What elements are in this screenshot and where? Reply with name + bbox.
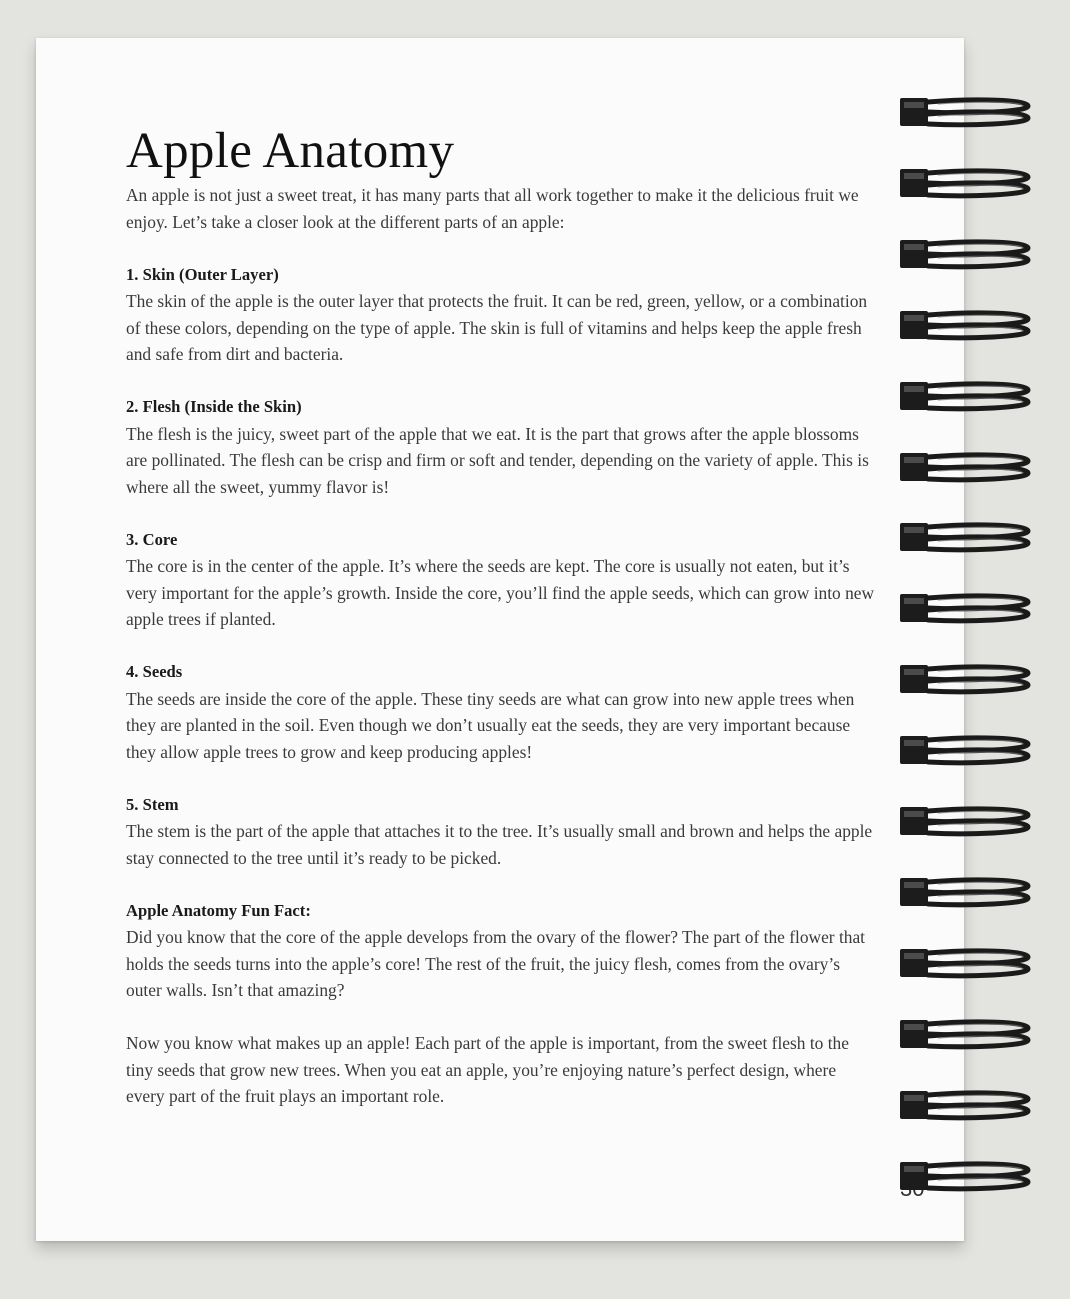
- closing-section: [126, 1030, 878, 1110]
- section-body: The flesh is the juicy, sweet part of the apple that we eat. It is the part that grows after the apple blossoms are pollinated. The flesh can be crisp and firm or soft and tender, depending on the variety of apple. This is where all the sweet, yummy flavor is!: [126, 423, 869, 497]
- section-body: The seeds are inside the core of the apple. These tiny seeds are what can grow into new apple trees when they are planted in the soil. Even though we don’t usually eat the seeds, they are very important because they allow apple trees to grow and keep producing apples!: [126, 688, 855, 762]
- spiral-coil: [898, 588, 1038, 628]
- section-skin: [126, 262, 878, 368]
- section-heading: 3. Core: [126, 529, 178, 549]
- notebook-page: [36, 38, 964, 1241]
- page-content: [126, 120, 878, 1110]
- spiral-coil: [898, 517, 1038, 557]
- section-flesh: [126, 394, 878, 500]
- closing-paragraph: Now you know what makes up an apple! Each part of the apple is important, from the sweet flesh to the tiny seeds that grow new trees. When you eat an apple, you’re enjoying nature’s perfect design, where every part of the fruit plays an important role.: [126, 1033, 849, 1106]
- spiral-coil: [898, 801, 1038, 841]
- spiral-coil: [898, 305, 1038, 345]
- spiral-coil: [898, 376, 1038, 416]
- section-body: The stem is the part of the apple that attaches it to the tree. It’s usually small and brown and helps the apple stay connected to the tree until it’s ready to be picked.: [126, 821, 873, 868]
- section-stem: [126, 792, 878, 872]
- spiral-coil: [898, 163, 1038, 203]
- spiral-coil: [898, 872, 1038, 912]
- spiral-coil: [898, 447, 1038, 487]
- intro-paragraph: An apple is not just a sweet treat, it has many parts that all work together to make it the delicious fruit we enjoy. Let’s take a closer look at the different parts of an apple:: [126, 185, 859, 232]
- spiral-coil: [898, 92, 1038, 132]
- section-fun-fact: [126, 898, 878, 1004]
- spiral-coil: [898, 234, 1038, 274]
- section-heading: 2. Flesh (Inside the Skin): [126, 397, 302, 416]
- spiral-coil: [898, 1085, 1038, 1125]
- spiral-coil: [898, 730, 1038, 770]
- section-heading: Apple Anatomy Fun Fact:: [126, 900, 311, 920]
- spiral-binding: [898, 92, 1038, 1202]
- section-body: Did you know that the core of the apple develops from the ovary of the flower? The part of the flower that holds the seeds turns into the apple’s core! The rest of the fruit, the juicy flesh, comes from the ovary’s outer walls. Isn’t that amazing?: [126, 927, 866, 1000]
- spiral-coil: [898, 1156, 1038, 1196]
- section-heading: 4. Seeds: [126, 662, 183, 681]
- section-body: The skin of the apple is the outer layer that protects the fruit. It can be red, green, yellow, or a combination of these colors, depending on the type of apple. The skin is full of vitamins and helps keep the apple fresh and safe from dirt and bacteria.: [126, 291, 868, 364]
- section-core: [126, 527, 878, 633]
- section-seeds: [126, 659, 878, 765]
- section-body: The core is in the center of the apple. It’s where the seeds are kept. The core is usually not eaten, but it’s very important for the apple’s growth. Inside the core, you’ll find the apple seeds, which can grow into new apple trees if planted.: [126, 556, 875, 629]
- spiral-coil: [898, 1014, 1038, 1054]
- page-title: Apple Anatomy: [126, 123, 455, 179]
- spiral-coil: [898, 943, 1038, 983]
- section-heading: 5. Stem: [126, 794, 179, 814]
- spiral-coil: [898, 659, 1038, 699]
- section-heading: 1. Skin (Outer Layer): [126, 264, 279, 284]
